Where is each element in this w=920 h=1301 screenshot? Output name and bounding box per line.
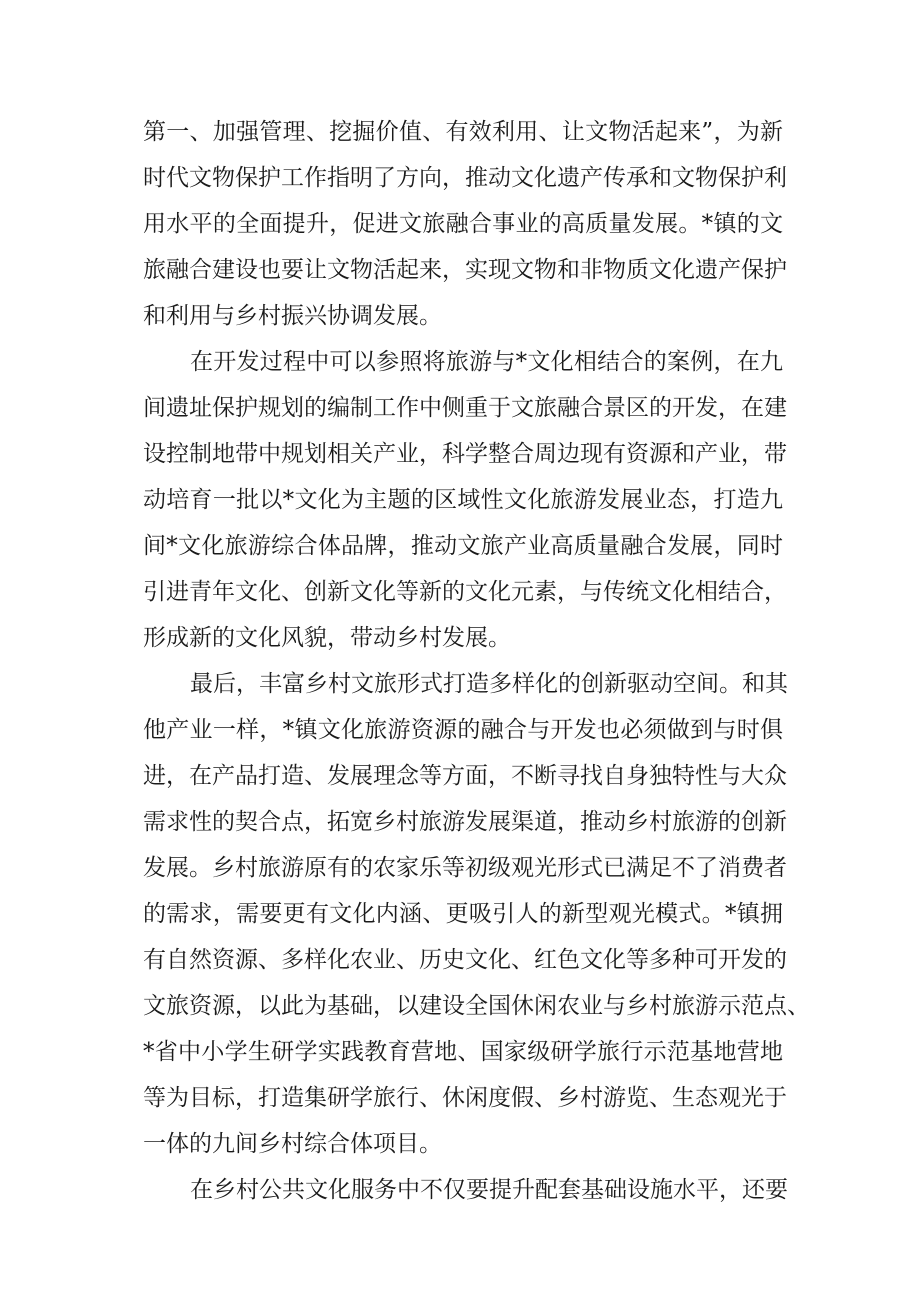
text-line: 旅融合建设也要让文物活起来，实现文物和非物质文化遗产保护 xyxy=(143,257,787,283)
text-line: 有自然资源、多样化农业、历史文化、红色文化等多种可开发的 xyxy=(143,947,787,973)
text-line: 的需求，需要更有文化内涵、更吸引人的新型观光模式。*镇拥 xyxy=(143,901,783,927)
text-line: 一体的九间乡村综合体项目。 xyxy=(143,1131,442,1157)
text-line: 需求性的契合点，拓宽乡村旅游发展渠道，推动乡村旅游的创新 xyxy=(143,809,787,835)
text-line: *省中小学生研学实践教育营地、国家级研学旅行示范基地营地 xyxy=(143,1039,783,1065)
paragraph-first-line: 最后，丰富乡村文旅形式打造多样化的创新驱动空间。和其 xyxy=(190,671,788,697)
paragraph-first-line: 在开发过程中可以参照将旅游与*文化相结合的案例，在九 xyxy=(190,349,783,375)
text-line: 用水平的全面提升，促进文旅融合事业的高质量发展。*镇的文 xyxy=(143,211,783,237)
text-line: 和利用与乡村振兴协调发展。 xyxy=(143,303,442,329)
text-line: 引进青年文化、创新文化等新的文化元素，与传统文化相结合， xyxy=(143,579,787,605)
text-line: 形成新的文化风貌，带动乡村发展。 xyxy=(143,625,511,651)
text-line: 进，在产品打造、发展理念等方面，不断寻找自身独特性与大众 xyxy=(143,763,787,789)
text-line: 间遗址保护规划的编制工作中侧重于文旅融合景区的开发，在建 xyxy=(143,395,787,421)
text-line: 动培育一批以*文化为主题的区域性文化旅游发展业态，打造九 xyxy=(143,487,783,513)
paragraph-first-line: 在乡村公共文化服务中不仅要提升配套基础设施水平，还要 xyxy=(190,1177,788,1203)
text-line: 时代文物保护工作指明了方向，推动文化遗产传承和文物保护利 xyxy=(143,165,787,191)
text-line: 文旅资源，以此为基础，以建设全国休闲农业与乡村旅游示范点、 xyxy=(143,993,810,1019)
text-line: 间*文化旅游综合体品牌，推动文旅产业高质量融合发展，同时 xyxy=(143,533,783,559)
text-line: 第一、加强管理、挖掘价值、有效利用、让文物活起来”，为新 xyxy=(143,119,783,145)
text-line: 设控制地带中规划相关产业，科学整合周边现有资源和产业，带 xyxy=(143,441,787,467)
text-line: 发展。乡村旅游原有的农家乐等初级观光形式已满足不了消费者 xyxy=(143,855,787,881)
text-line: 他产业一样，*镇文化旅游资源的融合与开发也必须做到与时俱 xyxy=(143,717,783,743)
text-line: 等为目标，打造集研学旅行、休闲度假、乡村游览、生态观光于 xyxy=(143,1085,787,1111)
